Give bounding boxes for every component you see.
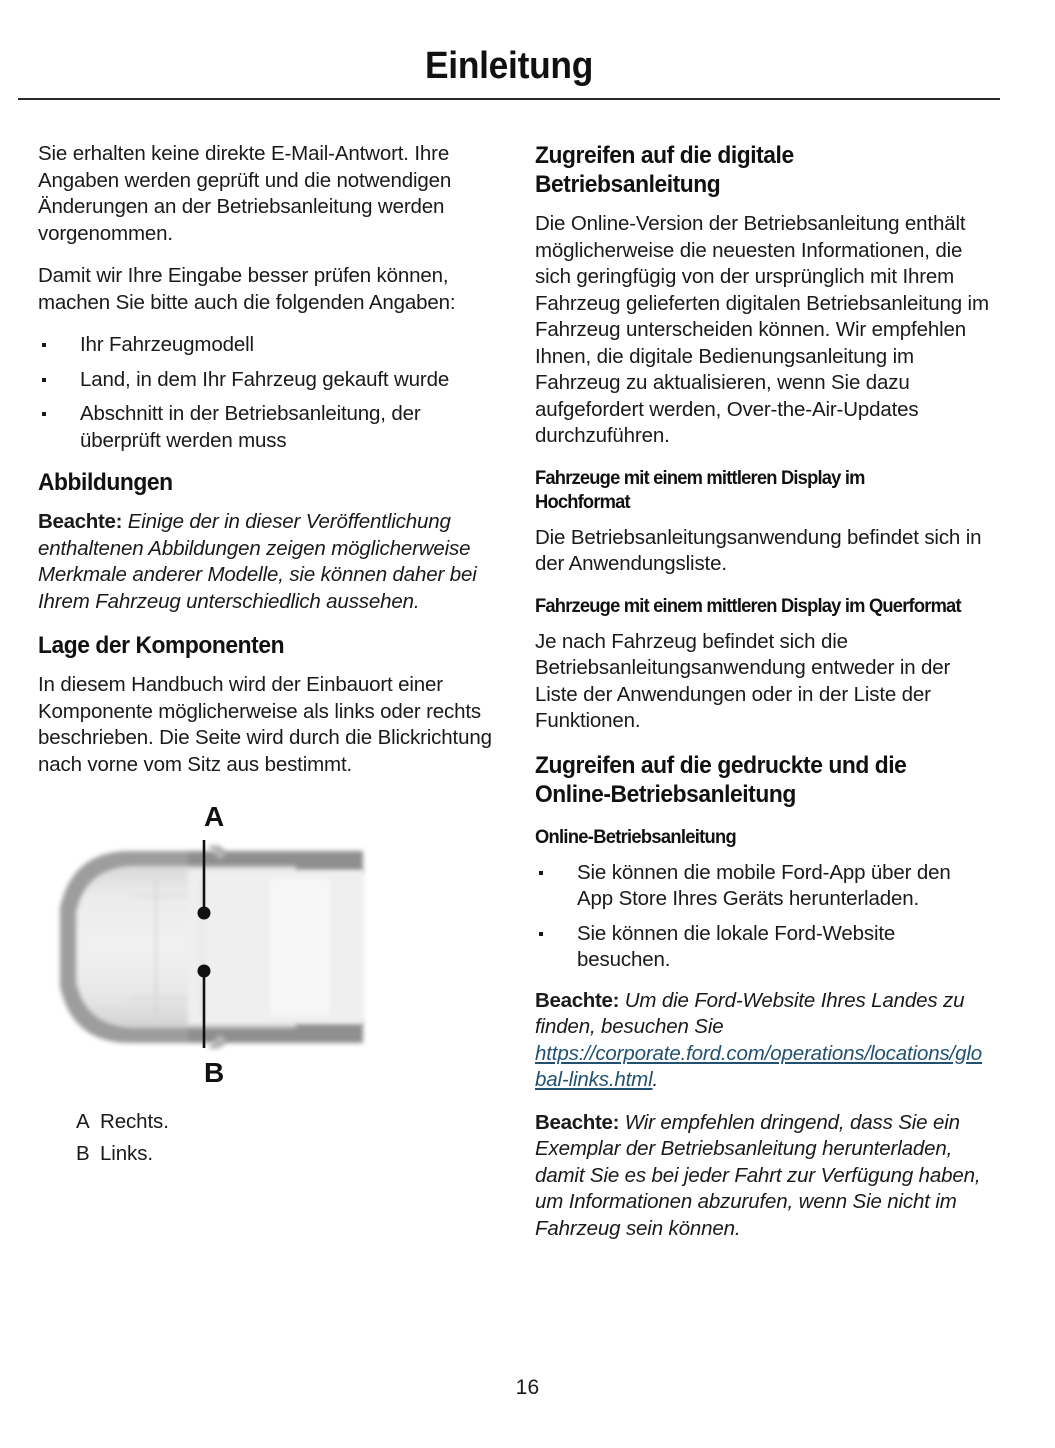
- subheading-display-hochformat: Fahrzeuge mit einem mittleren Display im Hochformat: [535, 466, 865, 513]
- legend-value: Links.: [100, 1142, 153, 1165]
- list-item: [38, 367, 494, 394]
- left-column: [38, 141, 494, 1170]
- list-item-label: Sie können die mobile Ford-App über den App Store Ihres Geräts herunterladen.: [577, 860, 951, 910]
- note-label: Beachte:: [535, 988, 620, 1012]
- note-text: Einige der in dieser Veröffentlichung enthaltenen Abbildungen zeigen möglicherweise Merkmale anderer Modelle, sie können daher bei Ihrem Fahrzeug unterschiedlich aussehen.: [38, 510, 477, 613]
- bullet-dot-icon: [42, 343, 46, 347]
- note-text-after: .: [652, 1068, 659, 1091]
- legend-row: [38, 1138, 458, 1170]
- vehicle-orientation-figure: [38, 796, 494, 1096]
- list-item-label: Sie können die lokale Ford-Website besuchen.: [577, 921, 896, 971]
- note-download-copy: [535, 1110, 991, 1243]
- list-item-label: Land, in dem Ihr Fahrzeug gekauft wurde: [80, 367, 450, 391]
- note-ford-website: [535, 988, 991, 1094]
- legend-key: A: [76, 1110, 90, 1133]
- legend-row: [38, 1106, 458, 1138]
- intro-paragraph-2: Damit wir Ihre Eingabe besser prüfen können, machen Sie bitte auch die folgenden Angaben:: [38, 264, 456, 314]
- lage-paragraph: In diesem Handbuch wird der Einbauort einer Komponente möglicherweise als links oder rechts beschrieben. Die Seite wird durch die Blickrichtung nach vorne vom Sitz aus bestimmt.: [38, 673, 492, 776]
- list-item: [38, 401, 494, 454]
- bullet-dot-icon: [539, 932, 543, 936]
- header-divider: [18, 98, 1000, 100]
- list-item: [535, 860, 991, 913]
- callout-a-label: A: [204, 801, 225, 832]
- legend-value: Rechts.: [100, 1110, 169, 1133]
- bullet-dot-icon: [42, 378, 46, 382]
- list-item-label: Abschnitt in der Betriebsanleitung, der überprüft werden muss: [80, 402, 421, 452]
- subheading-display-querformat: Fahrzeuge mit einem mittleren Display im Querformat: [535, 594, 961, 617]
- required-details-list: [38, 332, 494, 454]
- intro-paragraph-1: Sie erhalten keine direkte E-Mail-Antwort. Ihre Angaben werden geprüft und die notwendigen Änderungen an der Betriebsanleitung werden vorgenommen.: [38, 142, 452, 245]
- page-number: 16: [515, 1376, 540, 1399]
- right-column: [535, 141, 991, 1242]
- note-label: Beachte:: [535, 1110, 620, 1134]
- bullet-dot-icon: [42, 412, 46, 416]
- bullet-dot-icon: [539, 871, 543, 875]
- list-item: [38, 332, 494, 359]
- page-title: Einleitung: [424, 45, 594, 87]
- section-heading-gedruckte-online-betriebsanleitung: Zugreifen auf die gedruckte und die Online-Betriebsanleitung: [535, 751, 907, 808]
- section-heading-digitale-betriebsanleitung: Zugreifen auf die digitale Betriebsanleitung: [535, 142, 794, 198]
- figure-legend: [38, 1106, 458, 1170]
- portrait-paragraph: Die Betriebsanleitungsanwendung befindet sich in der Anwendungsliste.: [535, 525, 982, 575]
- ford-global-links-url[interactable]: https://corporate.ford.com/operations/locations/global-links.html: [535, 1041, 983, 1091]
- note-abbildungen: [38, 509, 494, 615]
- online-access-list: [535, 860, 991, 974]
- subheading-online-betriebsanleitung: Online-Betriebsanleitung: [535, 825, 737, 848]
- callout-a-dot: [198, 907, 211, 920]
- note-text: Um die Ford-Website Ihres Landes zu finden, besuchen Sie: [535, 988, 965, 1038]
- callout-b-label: B: [204, 1057, 225, 1088]
- note-text: Wir empfehlen dringend, dass Sie ein Exemplar der Betriebsanleitung herunterladen, damit Sie es bei jeder Fahrt zur Verfügung haben, um Informationen abzurufen, wenn Sie nicht im Fahrzeug sein können.: [535, 1110, 981, 1240]
- vehicle-body-group: [60, 826, 494, 1066]
- legend-key: B: [76, 1142, 90, 1165]
- note-label: Beachte:: [38, 510, 123, 533]
- callout-b-dot: [198, 965, 211, 978]
- vehicle-top-view-illustration: [38, 796, 494, 1096]
- section-heading-lage-der-komponenten: Lage der Komponenten: [38, 632, 285, 659]
- list-item-label: Ihr Fahrzeugmodell: [80, 333, 254, 356]
- page-header: [18, 44, 1000, 88]
- section-heading-abbildungen: Abbildungen: [38, 469, 173, 496]
- landscape-paragraph: Je nach Fahrzeug befindet sich die Betriebsanleitungsanwendung entweder in der Liste der Anwendungen oder in der Liste der Funktionen.: [535, 629, 951, 732]
- digital-paragraph: Die Online-Version der Betriebsanleitung enthält möglicherweise die neuesten Informationen, die sich geringfügig von der ursprünglich mit Ihrem Fahrzeug gelieferten digitalen Betriebsanleitung im Fahrzeug unterscheiden können. Wir empfehlen Ihnen, die digitale Bedienungsanleitung im Fahrzeug zu aktualisieren, wenn Sie dazu aufgefordert werden, Over-the-Air-Updates durchzuführen.: [535, 212, 989, 447]
- list-item: [535, 921, 991, 974]
